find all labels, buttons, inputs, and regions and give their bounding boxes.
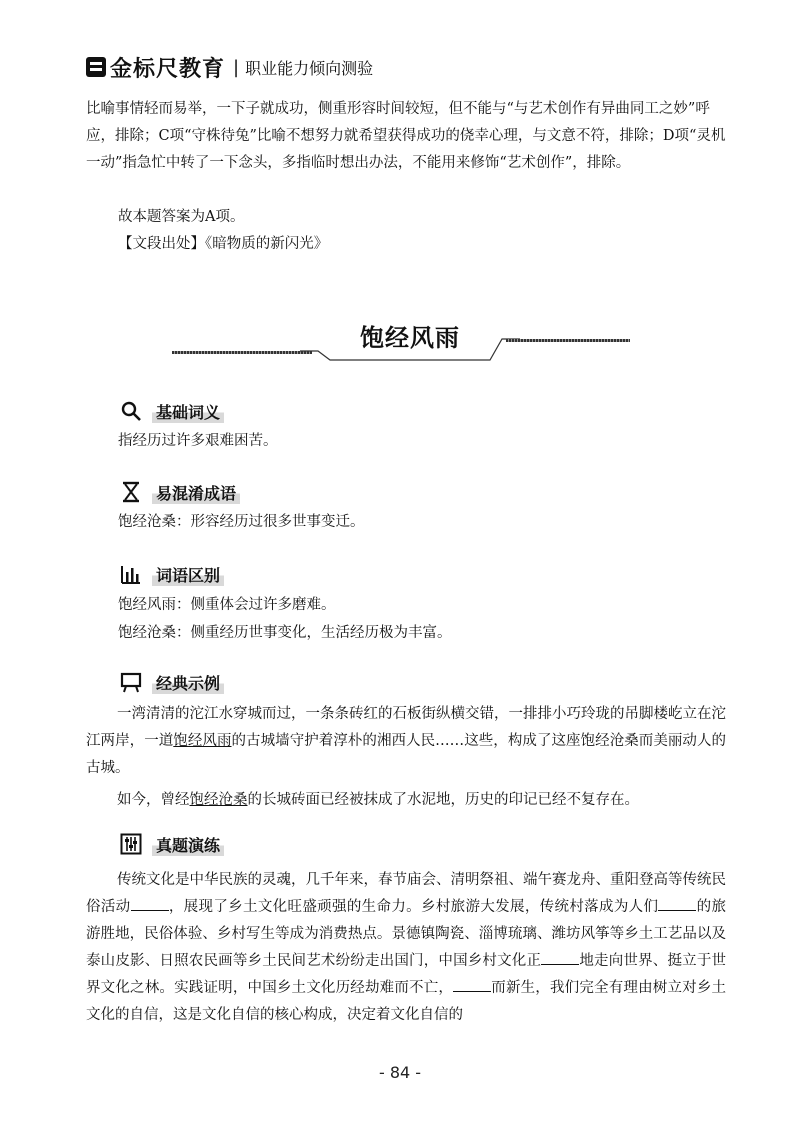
page-number: - 84 - [378,1063,422,1082]
sliders-icon [120,833,142,855]
section-title: 基础词义 [152,400,224,423]
brand-logo-icon [86,57,106,77]
example-text: 如今，曾经 [117,792,190,808]
section-title: 易混淆成语 [152,481,240,504]
page-title: 饱经风雨 [360,323,460,352]
section-difference-heading [120,561,224,587]
practice-text: 地走向世界、挺立于世界文化之林。实践证明，中国乡土文化历经劫难而不亡， [86,953,727,996]
example-paragraph-1 [86,701,726,782]
answer-blank[interactable] [541,950,579,965]
practice-text: 的旅游胜地，民俗体验、乡村写生等成为消费热点。景德镇陶瓷、淄博琉璃、潍坊风筝等乡土工艺品以及泰山皮影、日照农民画等乡土民间艺术纷纷走出国门，中国乡村文化正 [86,899,727,969]
answer-blank[interactable] [453,977,491,992]
magnifier-icon [120,400,142,422]
hourglass-icon [120,481,142,503]
brand-name: 金标尺教育 [110,56,226,82]
banner-left-line [172,351,312,354]
section-title: 词语区别 [152,563,224,586]
meaning-text: 指经历过许多艰难困苦。 [118,433,278,449]
answer-line: 故本题答案为A项。 [118,209,245,225]
confusable-text: 饱经沧桑：形容经历过很多世事变迁。 [118,514,365,530]
header-subtitle: 职业能力倾向测验 [245,58,374,78]
source-line: 【文段出处】《暗物质的新闪光》 [118,236,329,252]
explanation-paragraph: 比喻事情轻而易举，一下子就成功，侧重形容时间较短，但不能与“与艺术创作有异曲同工之妙”呼应，排除；C项“守株待兔”比喻不想努力就希望获得成功的侥幸心理，与文意不符，排除；D项“灵机一动”指急忙中转了一下念头，多指临时想出办法，不能用来修饰“艺术创作”，排除。 [86,101,726,171]
banner-right-line [506,339,630,342]
example-paragraph-2 [86,787,726,814]
answer-blank[interactable] [658,896,696,911]
practice-paragraph [86,867,726,1029]
page-header [86,50,373,84]
example-highlight: 饱经沧桑 [189,792,248,808]
example-highlight: 饱经风雨 [173,733,232,749]
answer-blank[interactable] [131,896,169,911]
practice-text: 而新生，我们完全有理由树立对乡土文化的自信，这是文化自信的核心构成，决定着文化自信的 [86,980,727,1023]
section-confusable-heading [120,479,240,505]
section-title: 真题演练 [152,833,224,856]
example-text: 的古城墙守护着淳朴的湘西人民……这些，构成了这座饱经沧桑而美丽动人的古城。 [86,733,727,776]
header-separator: | [233,56,240,78]
section-meaning-heading [120,398,224,424]
section-practice-heading [120,831,224,857]
practice-text: ，展现了乡土文化旺盛顽强的生命力。乡村旅游大发展，传统村落成为人们 [168,899,659,915]
example-text: 的长城砖面已经被抹成了水泥地，历史的印记已经不复存在。 [247,792,639,808]
section-examples-heading [120,669,224,695]
easel-icon [120,671,142,693]
difference-line-1: 饱经风雨：侧重体会过许多磨难。 [118,597,336,613]
practice-text: 传统文化是中华民族的灵魂，几千年来，春节庙会、清明祭祖、端午赛龙舟、重阳登高等传统民俗活动 [86,872,726,915]
section-title: 经典示例 [152,671,224,694]
bar-chart-icon [120,563,142,585]
difference-line-2: 饱经沧桑：侧重经历世事变化，生活经历极为丰富。 [118,625,452,641]
example-text: 一湾清清的沱江水穿城而过，一条条砖红的石板街纵横交错，一排排小巧玲珑的吊脚楼屹立在沱江两岸，一道 [86,706,726,749]
